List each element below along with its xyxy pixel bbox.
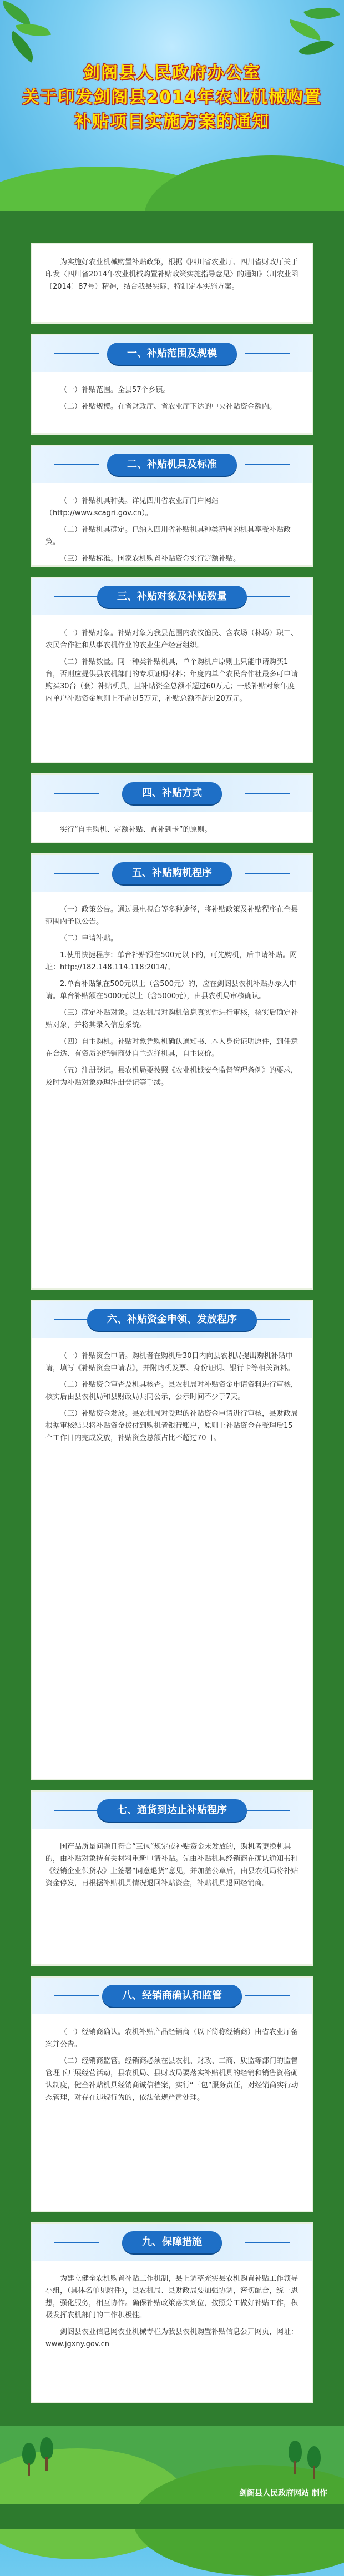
section-8 [32, 1978, 312, 2211]
section-4 [32, 775, 312, 842]
section-paragraph: （二）补贴规模。在省财政厅、省农业厅下达的中央补贴资金额内。 [60, 402, 277, 411]
section-paragraph: （一）政策公告。通过县电视台等多种途径，将补贴政策及补贴程序在全县范围内予以公告。 [45, 905, 299, 926]
leaves-right-decoration [255, 0, 344, 67]
tree-icon [22, 2443, 36, 2476]
section-paragraph: （三）补贴标准。国家农机购置补贴资金实行定额补贴。 [60, 555, 241, 563]
section-paragraph: 实行“自主购机、定额补贴、直补到卡”的原则。 [60, 826, 212, 834]
section-paragraph: （二）经销商监管。经销商必须在县农机、财政、工商、质监等部门的监督管理下开展经营活动，县农机局、县财政局要落实补贴机具的经销和销售资格确认制度，健全补贴机具经销商诚信档案，实行“三包”服务责任，对经销商实行动态管理，对存在违规行为的，依法依规严肃处理。 [45, 2057, 299, 2102]
section-heading [32, 855, 312, 892]
section-2 [32, 446, 312, 565]
section-heading-label: 九、保障措施 [122, 2231, 222, 2253]
section-paragraph: （一）补贴机具种类。详见四川省农业厅门户网站（http://www.scagri.gov.cn）。 [45, 497, 219, 517]
section-paragraph: 2.单台补贴额在500元以上（含500元）的，应在剑阁县农机补贴办录入申请。单台补贴额在5000元以上（含5000元），由县农机局审核确认。 [45, 980, 297, 1000]
section-paragraph: 国产品质量问题且符合“三包”规定或补贴资金未发放的，购机者更换机具的，由补贴对象持有关材料重新申请补贴。先由补贴机具经销商在确认通知书和《经销企业供货表》上签署“同意退货”意见，并加盖公章后，由县农机局将补贴资金停发，再根据补贴机具情况退回补贴资金，补贴机具退回经销商。 [45, 1843, 299, 1888]
section-1 [32, 335, 312, 433]
page-title [0, 61, 344, 134]
section-heading [32, 578, 312, 615]
section-3 [32, 578, 312, 762]
title-line-1: 剑阁县人民政府办公室 [83, 63, 261, 83]
section-7 [32, 1792, 312, 1964]
section-paragraph: （二）补贴数量。同一种类补贴机具，单个购机户原则上只能申请购买1台，否则应提供县农机部门的专项证明材料；年度内单个农民合作社最多可申请购买30台（套）补贴机具，且补贴资金总额不超过60万元；一般补贴对象年度内单户补贴资金原则上不超过5万元，补贴总额不超过20万元。 [45, 658, 299, 703]
section-heading-label: 四、补贴方式 [122, 782, 222, 804]
section-5 [32, 855, 312, 1288]
section-heading [32, 446, 312, 483]
section-heading-label: 一、补贴范围及规模 [107, 343, 237, 365]
section-heading [32, 1792, 312, 1829]
footer-landscape [0, 2426, 344, 2529]
section-heading-label: 五、补贴购机程序 [112, 862, 232, 884]
section-paragraph: （五）注册登记。县农机局要按照《农业机械安全监督管理条例》的要求，及时为补贴对象办理注册登记等手续。 [45, 1066, 299, 1087]
section-paragraph: （一）补贴范围。全县57个乡镇。 [60, 386, 170, 394]
title-line-3: 补贴项目实施方案的通知 [74, 112, 270, 132]
section-heading-label: 七、通货到达止补贴程序 [97, 1799, 247, 1822]
section-paragraph: （二）补贴资金审查及机具核查。县农机局对补贴资金申请资料进行审核，核实后由县农机局和县财政局共同公示，公示时间不少于7天。 [45, 1381, 299, 1401]
leaves-left-decoration [0, 0, 89, 67]
hero-banner [0, 0, 344, 233]
title-line-2: 关于印发剑阁县2014年农业机械购置 [22, 88, 322, 107]
section-paragraph: （一）经销商确认。农机补贴产品经销商（以下简称经销商）由省农业厅备案并公告。 [45, 2028, 299, 2049]
tree-icon [307, 2446, 321, 2479]
section-paragraph: 为建立健全农机购置补贴工作机制，县上调整充实县农机购置补贴工作领导小组，（具体名单见附件），县农机局、县财政局要加强协调，密切配合，统一思想，强化服务，相互协作。确保补贴政策落实到位，按照分工做好补贴工作，积极发挥农机部门的工作积极性。 [45, 2275, 299, 2320]
section-paragraph: （二）申请补贴。 [60, 934, 118, 943]
section-heading-label: 三、补贴对象及补贴数量 [97, 586, 247, 608]
section-paragraph: 1.使用快捷程序：单台补贴额在500元以下的，可先购机，后申请补贴。网址：http://182.148.114.118:2014/。 [45, 951, 297, 972]
footer-credit: 剑阁县人民政府网站 制作 [239, 2489, 327, 2498]
section-heading [32, 775, 312, 812]
section-heading-label: 六、补贴资金申领、发放程序 [87, 1309, 257, 1331]
section-heading [32, 2224, 312, 2261]
section-paragraph: （三）确定补贴对象。县农机局对购机信息真实性进行审核，核实后确定补贴对象，并将其录入信息系统。 [45, 1009, 299, 1029]
section-paragraph: （二）补贴机具确定。已纳入四川省补贴机具种类范围的机具享受补贴政策。 [45, 526, 291, 546]
section-paragraph: 剑阁县农业信息网农业机械专栏为我县农机购置补贴信息公开网页，网址：www.jgxny.gov.cn [45, 2328, 299, 2348]
tree-icon [40, 2437, 53, 2471]
section-9 [32, 2224, 312, 2402]
section-paragraph: （一）补贴对象。补贴对象为我县范围内农牧渔民、含农场（林场）职工、农民合作社和从事农机作业的农业生产经营组织。 [45, 629, 299, 650]
tree-icon [289, 2441, 302, 2474]
section-heading [32, 1301, 312, 1338]
footer-bar [0, 2504, 344, 2529]
section-heading-label: 八、经销商确认和监管 [102, 1985, 242, 2007]
section-heading [32, 1978, 312, 2014]
intro-panel [32, 244, 312, 322]
section-paragraph: （四）自主购机。补贴对象凭购机确认通知书、本人身份证明原件，到任意在合适、有资质的经销商处自主选择机具，自主议价。 [45, 1038, 299, 1058]
section-heading [32, 335, 312, 372]
section-paragraph: （三）补贴资金发放。县农机局对受理的补贴资金申请进行审核，县财政局根据审核结果将补贴资金拨付到购机者银行账户，原则上补贴资金在受理后15个工作日内完成发放，补贴资金总额占比不超过70日。 [45, 1410, 299, 1442]
section-heading-label: 二、补贴机具及标准 [107, 454, 237, 476]
intro-text: 为实施好农业机械购置补贴政策，根据《四川省农业厅、四川省财政厅关于印发〈四川省2014年农业机械购置补贴政策实施指导意见〉的通知》（川农业函〔2014〕87号）精神，结合我县实际，特制定本实施方案。 [45, 258, 299, 291]
section-6 [32, 1301, 312, 1779]
section-paragraph: （一）补贴资金申请。购机者在购机后30日内向县农机局提出购机补贴申请，填写《补贴资金申请表》，并附购机发票、身份证明、银行卡等相关资料。 [45, 1352, 295, 1372]
content-area [0, 211, 344, 2426]
